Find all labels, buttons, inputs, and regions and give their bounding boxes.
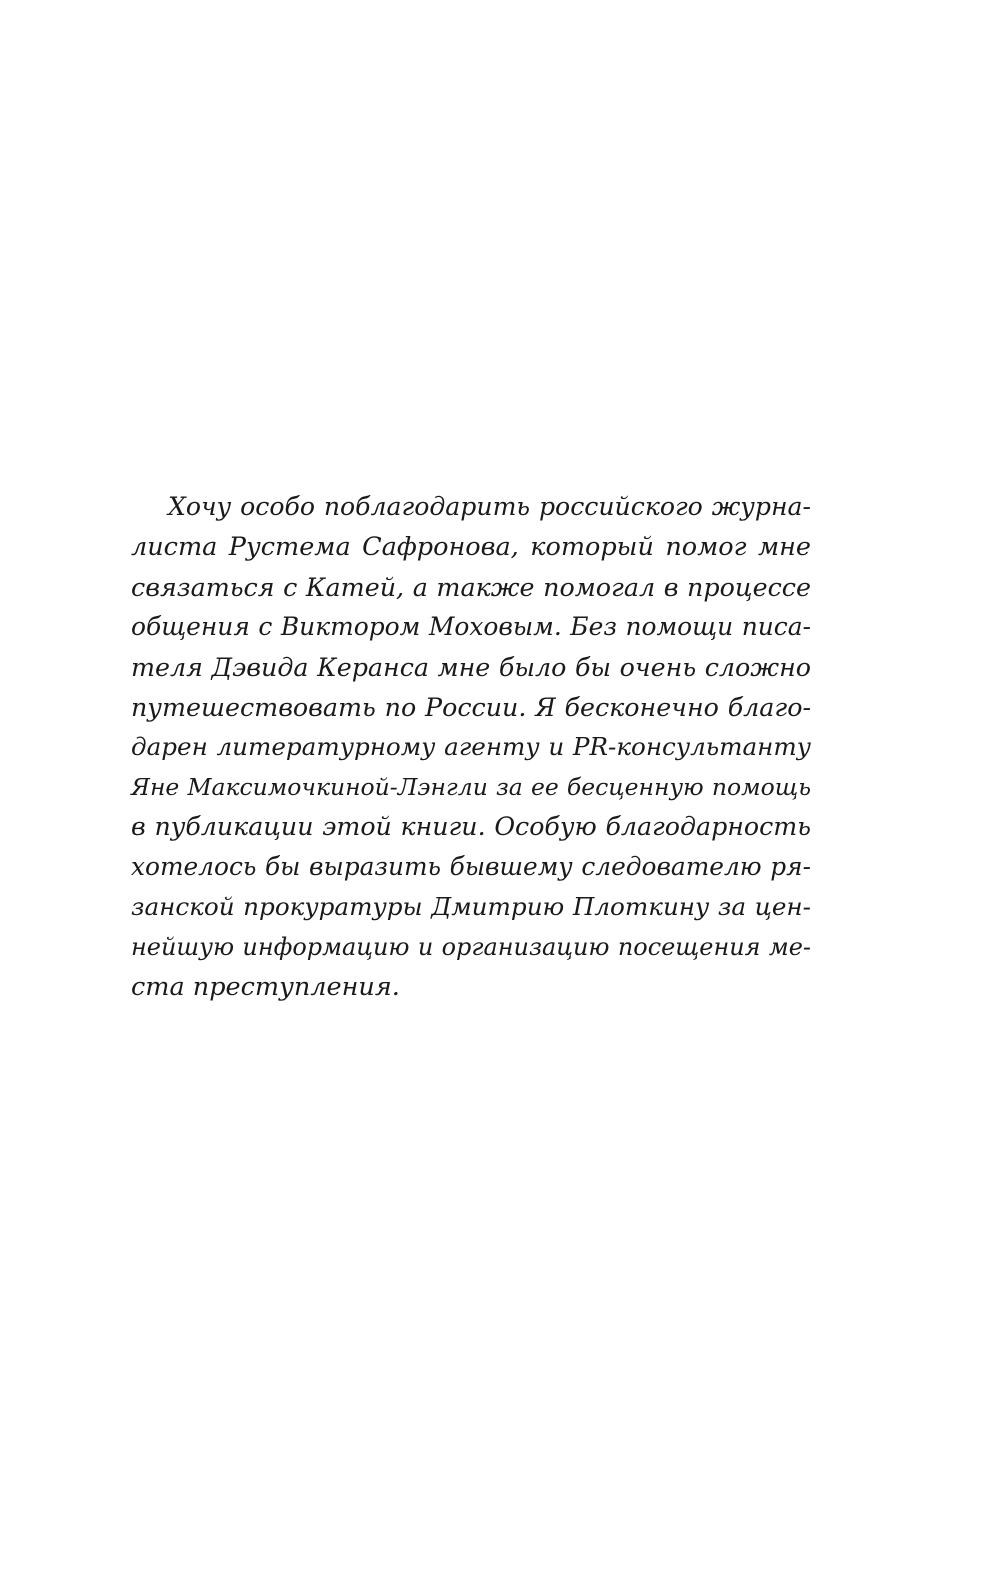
paragraph-line: нейшую информацию и организацию посещения ме- [131, 933, 811, 961]
paragraph-line: листа Рустема Сафронова, который помог мне [131, 532, 811, 562]
paragraph-line: теля Дэвида Керанса мне было бы очень сложно [131, 652, 811, 682]
paragraph-line: Хочу особо поблагодарить российского журна- [168, 492, 811, 521]
paragraph-line: связаться с Катей, а также помогал в процессе [131, 572, 811, 602]
paragraph-line: общения с Виктором Моховым. Без помощи писа- [131, 612, 811, 641]
paragraph-line: дарен литературному агенту и PR-консультанту [131, 732, 811, 761]
acknowledgement-paragraph [131, 487, 811, 1007]
paragraph-line: ста преступления. [131, 972, 400, 1002]
paragraph-line: в публикации этой книги. Особую благодарность [131, 812, 811, 841]
paragraph-line: путешествовать по России. Я бесконечно благо- [131, 692, 811, 722]
paragraph-line: хотелось бы выразить бывшему следователю ря- [131, 852, 811, 881]
paragraph-line: занской прокуратуры Дмитрию Плоткину за цен- [131, 892, 811, 921]
paragraph-line: Яне Максимочкиной-Лэнгли за ее бесценную помощь [131, 773, 811, 801]
